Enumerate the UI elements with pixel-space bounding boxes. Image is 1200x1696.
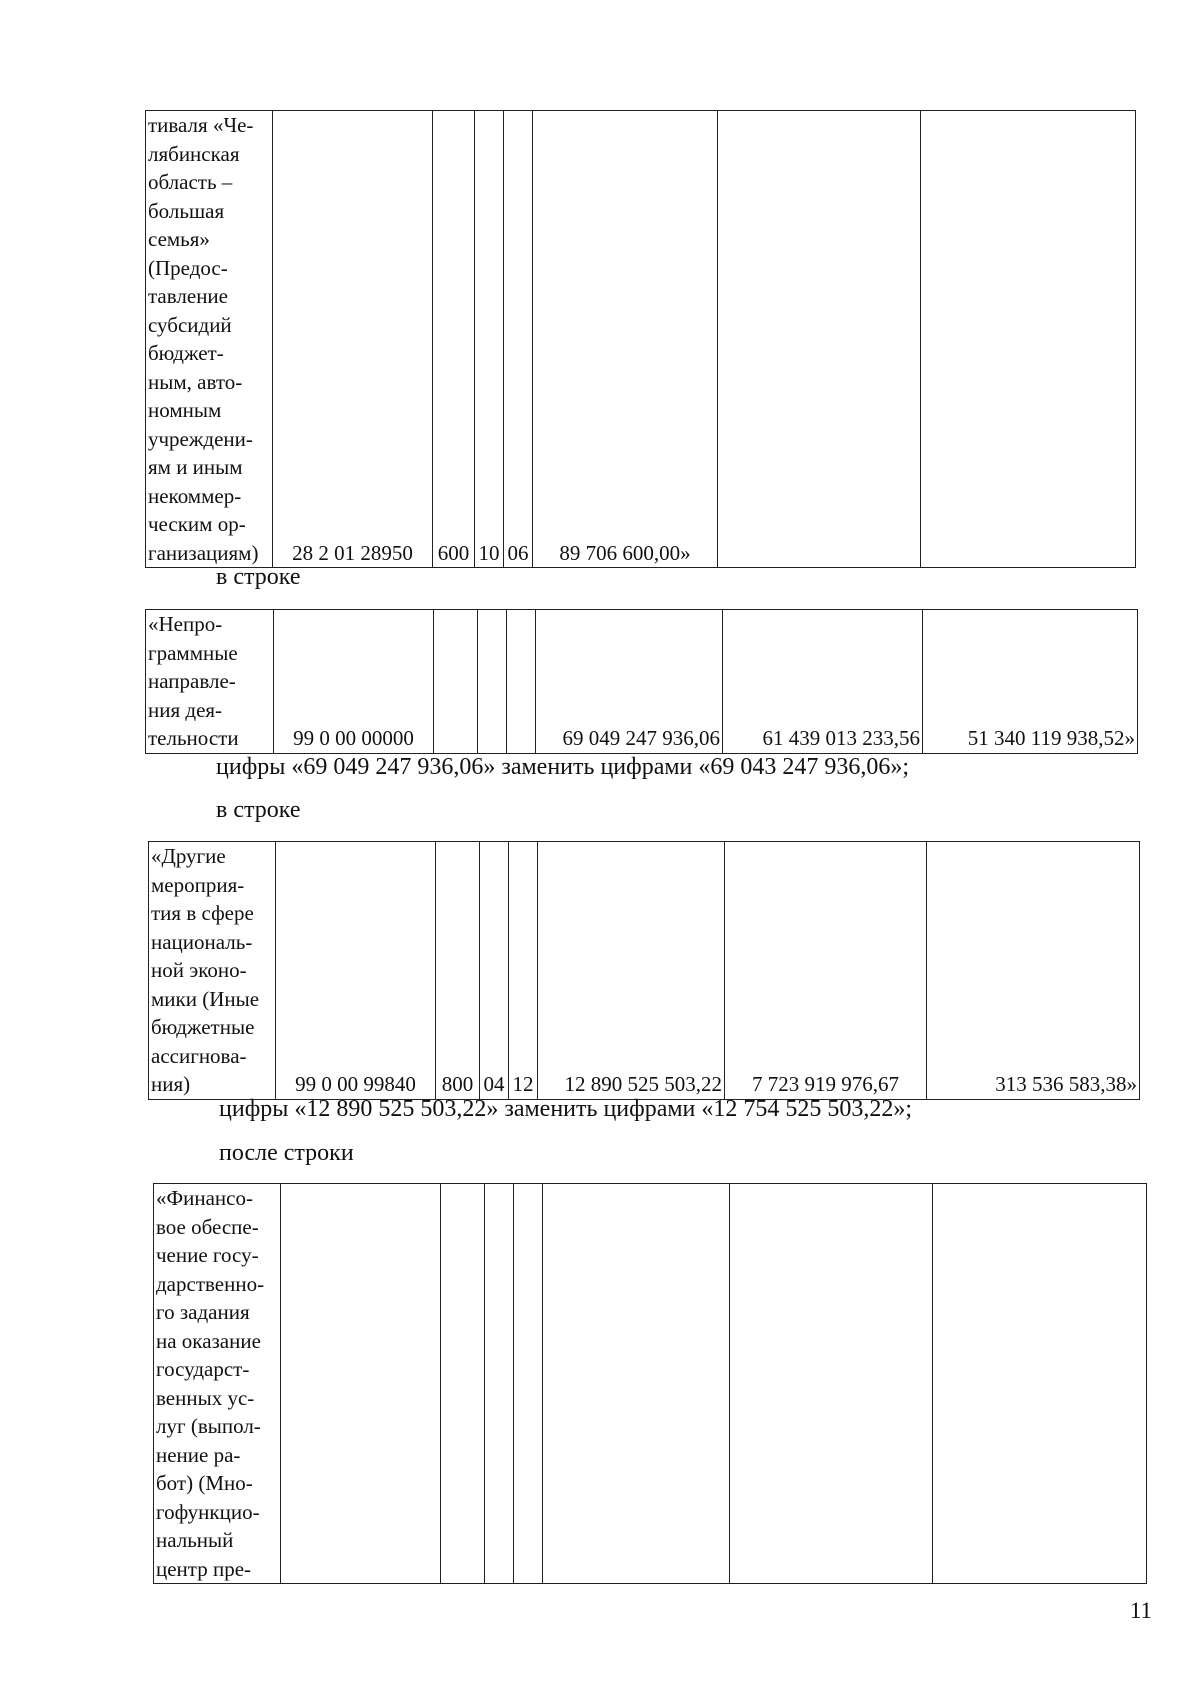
amount-year-1: 12 890 525 503,22 [538, 842, 725, 1100]
table-financial-support [153, 1183, 1147, 1584]
amount-year-3: 313 536 583,38» [927, 842, 1140, 1100]
expense-type-code: 800 [436, 842, 480, 1100]
amount-year-3: 51 340 119 938,52» [923, 610, 1138, 754]
table-row [146, 111, 1136, 568]
amount-year-2 [730, 1184, 933, 1584]
subsection-code: 06 [504, 111, 533, 568]
section-code: 04 [480, 842, 509, 1100]
page-number: 11 [1129, 1598, 1152, 1623]
row-name: «Финансо- вое обеспе- чение госу- дарственно- го задания на оказание государст- венных ус- луг (выпол- нение ра- бот) (Мно- гофункцио- нальный центр пре- [154, 1184, 281, 1584]
row-name: тиваля «Че- лябинская область – большая семья» (Предос- тавление субсидий бюджет- ным, авто- номным учреждени- ям и иным некоммер- ческим ор- ганизациям) [146, 111, 273, 568]
subsection-code [514, 1184, 543, 1584]
section-code [485, 1184, 514, 1584]
table-other-measures [148, 841, 1140, 1100]
amount-year-2: 7 723 919 976,67 [725, 842, 927, 1100]
table-nonprogram [145, 609, 1138, 754]
target-article-code: 99 0 00 99840 [276, 842, 436, 1100]
section-code: 10 [475, 111, 504, 568]
amount-year-3 [933, 1184, 1147, 1584]
expense-type-code [441, 1184, 485, 1584]
target-article-code [281, 1184, 441, 1584]
replacement-instruction: цифры «69 049 247 936,06» заменить цифрами «69 043 247 936,06»; [216, 754, 910, 780]
target-article-code: 28 2 01 28950 [273, 111, 433, 568]
table-row [146, 610, 1138, 754]
amount-year-1: 69 049 247 936,06 [536, 610, 723, 754]
instruction-in-row: в строке [216, 797, 301, 823]
subsection-code: 12 [509, 842, 538, 1100]
expense-type-code: 600 [433, 111, 475, 568]
subsection-code [507, 610, 536, 754]
instruction-in-row: в строке [216, 564, 301, 590]
amount-year-3 [921, 111, 1136, 568]
row-name: «Другие мероприя- тия в сфере националь- ной эконо- мики (Иные бюджетные ассигнова- ния) [149, 842, 276, 1100]
expense-type-code [434, 610, 478, 754]
amount-year-1 [543, 1184, 730, 1584]
amount-year-2: 61 439 013 233,56 [723, 610, 923, 754]
row-name: «Непро- граммные направле- ния дея- тельности [146, 610, 274, 754]
table-row [154, 1184, 1147, 1584]
section-code [478, 610, 507, 754]
instruction-after-row: после строки [219, 1140, 354, 1166]
amount-year-2 [718, 111, 921, 568]
target-article-code: 99 0 00 00000 [274, 610, 434, 754]
table-row [149, 842, 1140, 1100]
amount-year-1: 89 706 600,00» [533, 111, 718, 568]
replacement-instruction: цифры «12 890 525 503,22» заменить цифрами «12 754 525 503,22»; [219, 1096, 913, 1122]
table-continuation [145, 110, 1136, 568]
